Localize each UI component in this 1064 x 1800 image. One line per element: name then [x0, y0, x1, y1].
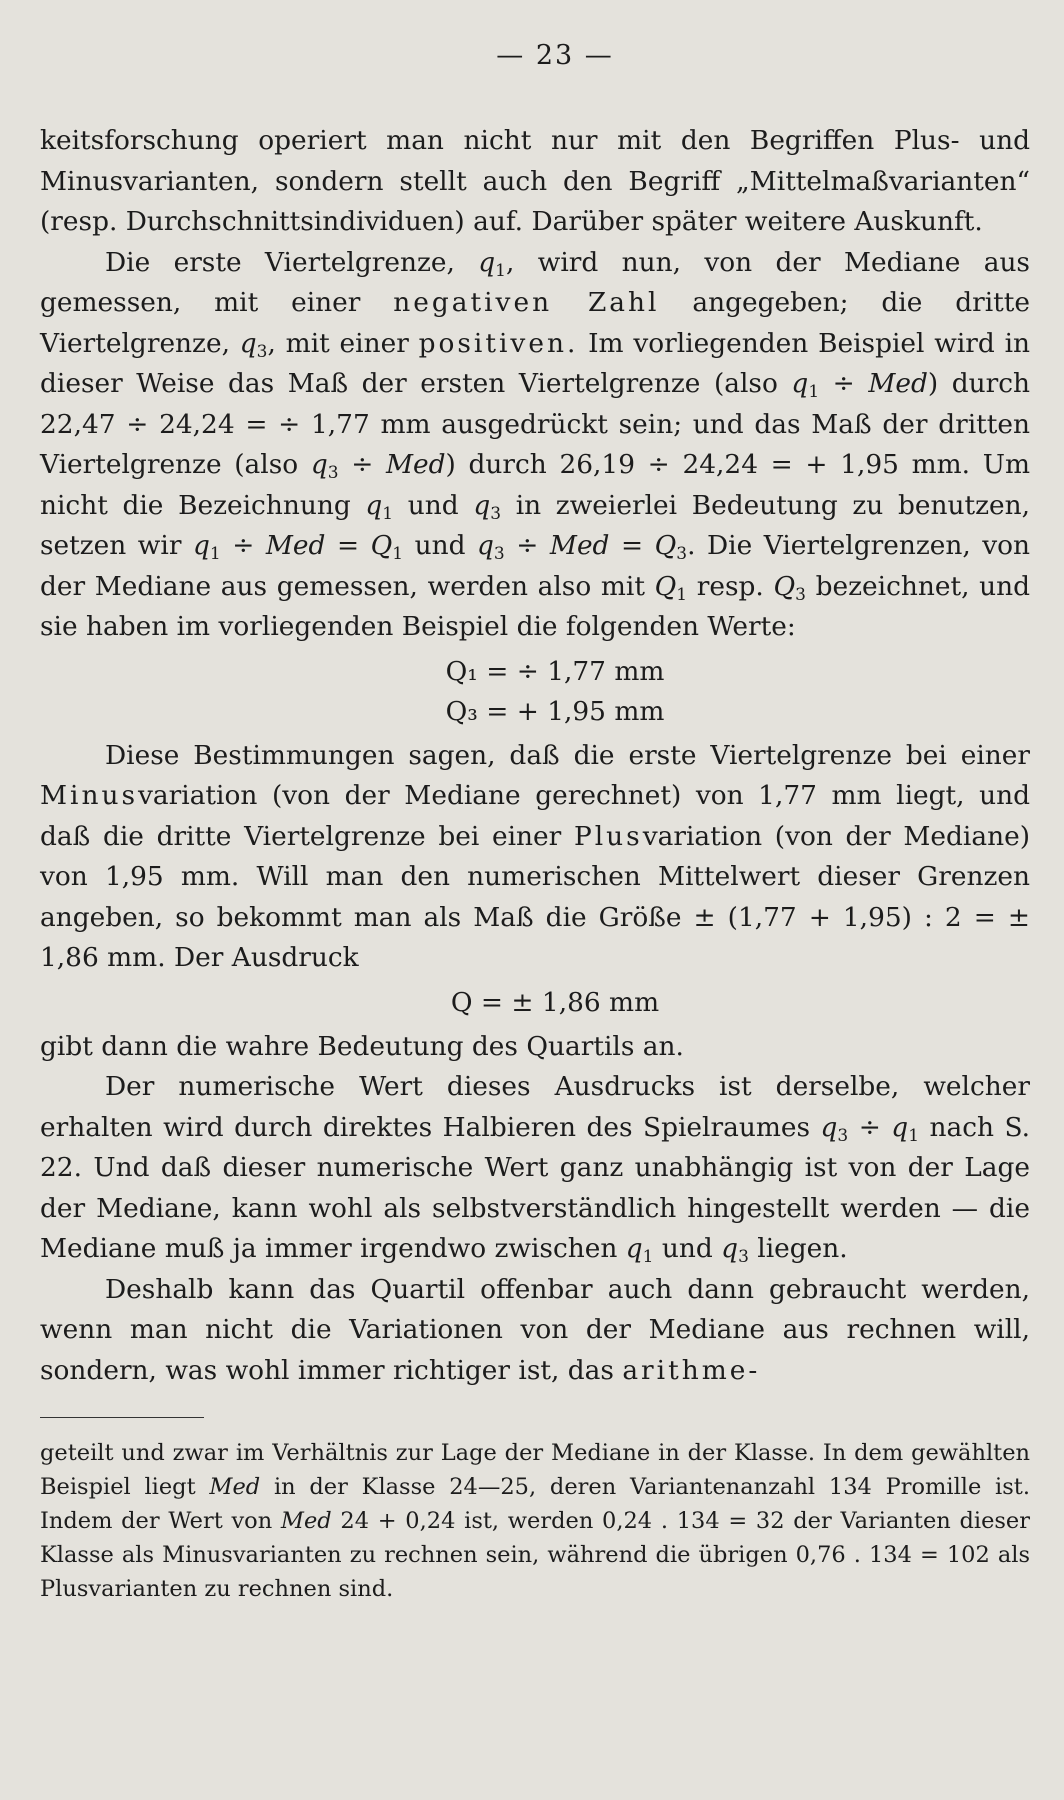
quartile-values-formulas	[40, 652, 1030, 732]
paragraph-5: Der numerische Wert dieses Ausdrucks ist derselbe, welcher erhalten wird durch direktes Halbieren des Spielraumes $q_3 \div q_1$ nach S. 22. Und daß dieser numerische Wert ganz unabhängig ist von der Lage der Mediane, kann wohl als selbstverständlich hingestellt werden — die Mediane muß ja immer irgendwo zwischen $q_1$ und $q_3$ liegen.	[40, 1071, 1031, 1267]
paragraph-2: Die erste Viertelgrenze, $q_1$, wird nun, von der Mediane aus gemessen, mit einer negativen Zahl angegeben; die dritte Viertelgrenze, $q_3$, mit einer positiven. Im vorliegenden Beispiel wird in dieser Weise das Maß der ersten Viertelgrenze (also $q_1 \div Med$) durch 22,47 ÷ 24,24 = ÷ 1,77 mm ausgedrückt sein; und das Maß der dritten Viertelgrenze (also $q_3 \div Med$) durch 26,19 ÷ 24,24 = + 1,95 mm. Um nicht die Bezeichnung $q_1$ und $q_3$ in zweierlei Bedeutung zu benutzen, setzen wir $q_1$ ÷ Med = $Q_1$ und $q_3$ ÷ Med = $Q_3$. Die Viertelgrenzen, von der Mediane aus gemessen, werden also mit $Q_1$ resp. $Q_3$ bezeichnet, und sie haben im vorliegenden Beispiel die folgenden Werte:	[40, 246, 1031, 642]
paragraph-3: Diese Bestimmungen sagen, daß die erste Viertelgrenze bei einer Minusvariation (von der Mediane gerechnet) von 1,77 mm liegt, und daß die dritte Viertelgrenze bei einer Plusvariation (von der Mediane) von 1,95 mm. Will man den numerischen Mittelwert dieser Grenzen angeben, so bekommt man als Maß die Größe ± (1,77 + 1,95) : 2 = ± 1,86 mm. Der Ausdruck	[40, 739, 1030, 973]
formula-q3: Q₃ = + 1,95 mm	[445, 695, 665, 727]
paragraph-6: Deshalb kann das Quartil offenbar auch dann gebraucht werden, wenn man nicht die Variationen von der Mediane aus rechnen will, sondern, was wohl immer richtiger ist, das arithme-	[40, 1273, 1030, 1386]
page-number: — 23 —	[496, 40, 614, 71]
footnote: geteilt und zwar im Verhältnis zur Lage der Mediane in der Klasse. In dem gewählten Beispiel liegt Med in der Klasse 24—25, deren Variantenanzahl 134 Promille ist. Indem der Wert von Med 24 + 0,24 ist, werden 0,24 . 134 = 32 der Varianten dieser Klasse als Minusvarianten zu rechnen sein, während die übrigen 0,76 . 134 = 102 als Plusvarianten zu rechnen sind.	[40, 1440, 1030, 1602]
quartile-formula-block	[40, 983, 1030, 1023]
paragraph-4: gibt dann die wahre Bedeutung des Quartils an.	[40, 1030, 684, 1062]
footnote-separator	[40, 1417, 204, 1418]
formula-quartile: Q = ± 1,86 mm	[450, 986, 660, 1018]
formula-q1: Q₁ = ÷ 1,77 mm	[445, 655, 665, 687]
paragraph-1: keitsforschung operiert man nicht nur mit den Begriffen Plus- und Minusvarianten, sondern stellt auch den Begriff „Mittelmaßvarianten“ (resp. Durchschnittsindividuen) auf. Darüber später weitere Auskunft.	[40, 125, 1030, 237]
main-text	[40, 121, 1030, 1391]
